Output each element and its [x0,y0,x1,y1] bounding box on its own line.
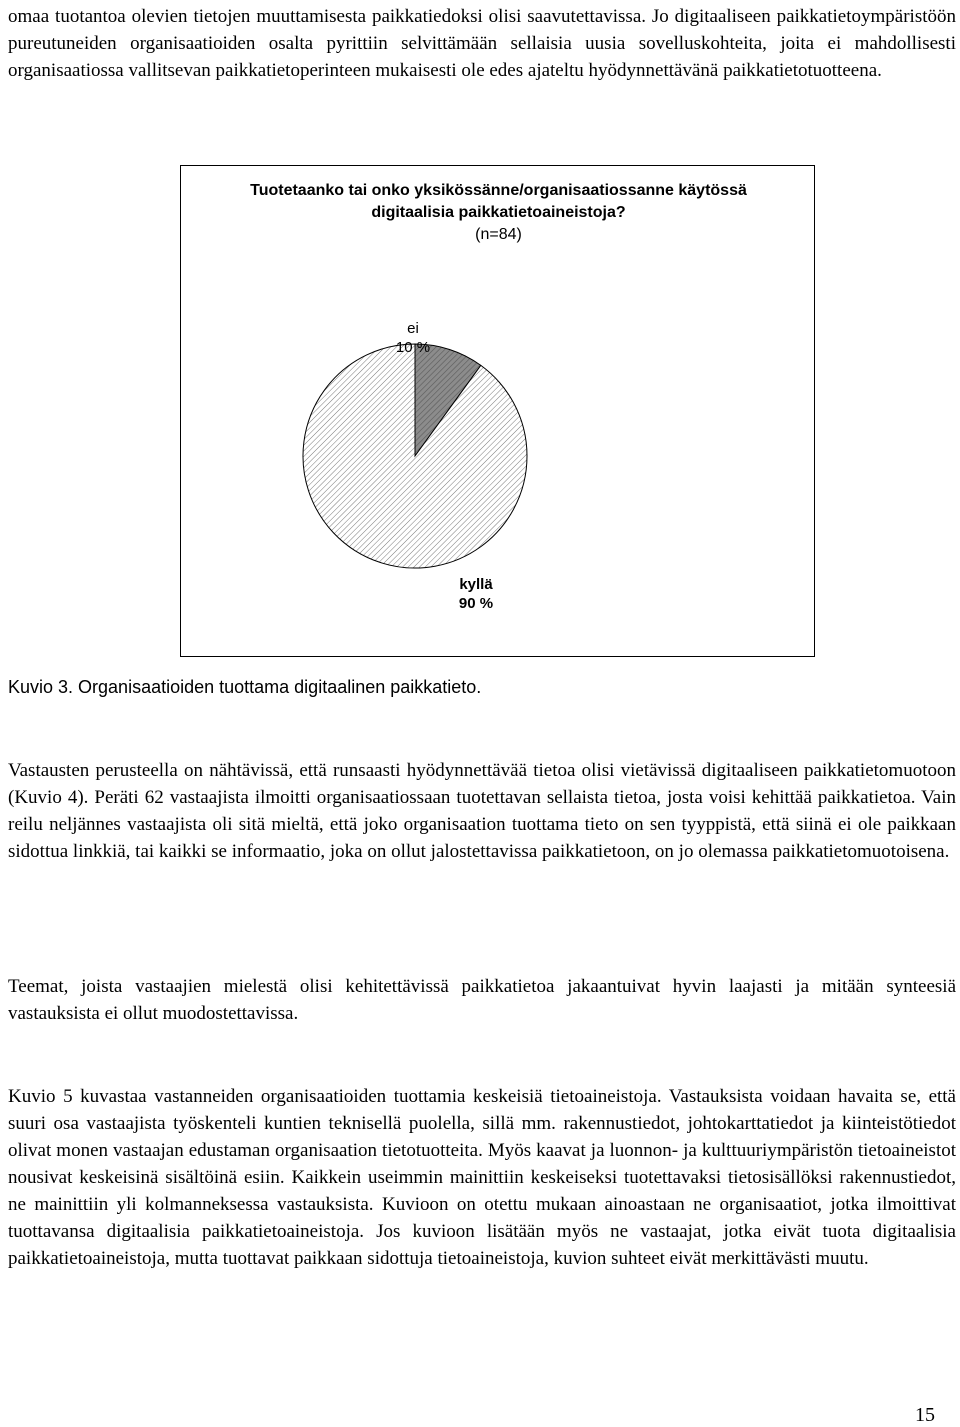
slice-label-kylla [436,575,516,613]
slice-label-kylla-value: 90 % [458,595,494,612]
chart-title-line-2: digitaalisia paikkatietoaineistoja? [371,204,626,221]
chart-title-line-3: (n=84) [475,226,522,243]
body-paragraph-1: Vastausten perusteella on nähtävissä, että runsaasti hyödynnettävää tietoa olisi vietävissä digitaaliseen paikkatietomuotoon (Kuvio 4). Peräti 62 vastaajista ilmoitti organisaatiossaan tuotettavan sellaista tietoa, josta voisi kehittää paikkatietoa. Vain reilu neljännes vastaajista oli sitä mieltä, että joko organisaation tuottama tieto on sen tyyppistä, että siinä ei ole paikkaan sidottua linkkiä, tai kaikki se informaatio, joka on ollut jalostettavissa paikkatietoon, on jo olemassa paikkatietomuotoisena. [8,760,956,862]
pie-slice-kylla [303,344,527,568]
page-number: 15 [915,1404,935,1426]
slice-label-ei-value: 10 % [395,339,431,356]
pie-chart [180,165,815,657]
slice-label-ei-name: ei [407,320,419,337]
figure-caption: Kuvio 3. Organisaatioiden tuottama digitaalinen paikkatieto. [8,677,482,697]
chart-title-line-1: Tuotetaanko tai onko yksikössänne/organisaatiossanne käytössä [250,182,747,199]
slice-label-kylla-name: kyllä [459,576,493,593]
body-paragraph-2: Teemat, joista vastaajien mielestä olisi kehitettävissä paikkatietoa jakaantuivat hyvin laajasti ja mitään synteesiä vastauksista ei ollut muodostettavissa. [8,976,956,1024]
slice-label-ei [373,319,453,357]
body-paragraph-3: Kuvio 5 kuvastaa vastanneiden organisaatioiden tuottamia keskeisiä tietoaineistoja. Vastauksista voidaan havaita se, että suuri osa vastaajista työskenteli kuntien teknisellä puolella, sillä mm. rakennustiedot, johtokarttatiedot ja kiinteistötiedot olivat monen vastaajan edustaman organisaation tietotuotteita. Myös kaavat ja luonnon- ja kulttuuriympäristön tietoaineistot nousivat keskeisinä sisältöinä esiin. Kaikkein useimmin mainittiin keskeiseksi tuotettavaksi tietosisällöksi rakennustiedot, ne mainittiin yli kolmanneksessa vastauksista. Kuvioon on otettu mukaan ainoastaan ne organisaatiot, jotka ilmoittivat tuottavansa digitaalisia paikkatietoaineistoja. Jos kuvioon lisätään myös ne vastaajat, jotka eivät tuota digitaalisia paikkatietoaineistoja, mutta tuottavat paikkaan sidottuja tietoaineistoja, kuvion suhteet eivät merkittävästi muutu. [8,1086,956,1269]
intro-paragraph: omaa tuotantoa olevien tietojen muuttamisesta paikkatiedoksi olisi saavutettavissa. Jo digitaaliseen paikkatietoympäristöön pureutuneiden organisaatioiden osalta pyrittiin selvittämään sellaisia uusia sovelluskohteita, joita ei mahdollisesti organisaatiossa vallitsevan paikkatietoperinteen mukaisesti ole edes ajateltu hyödynnettävänä paikkatietotuotteena. [8,6,956,81]
